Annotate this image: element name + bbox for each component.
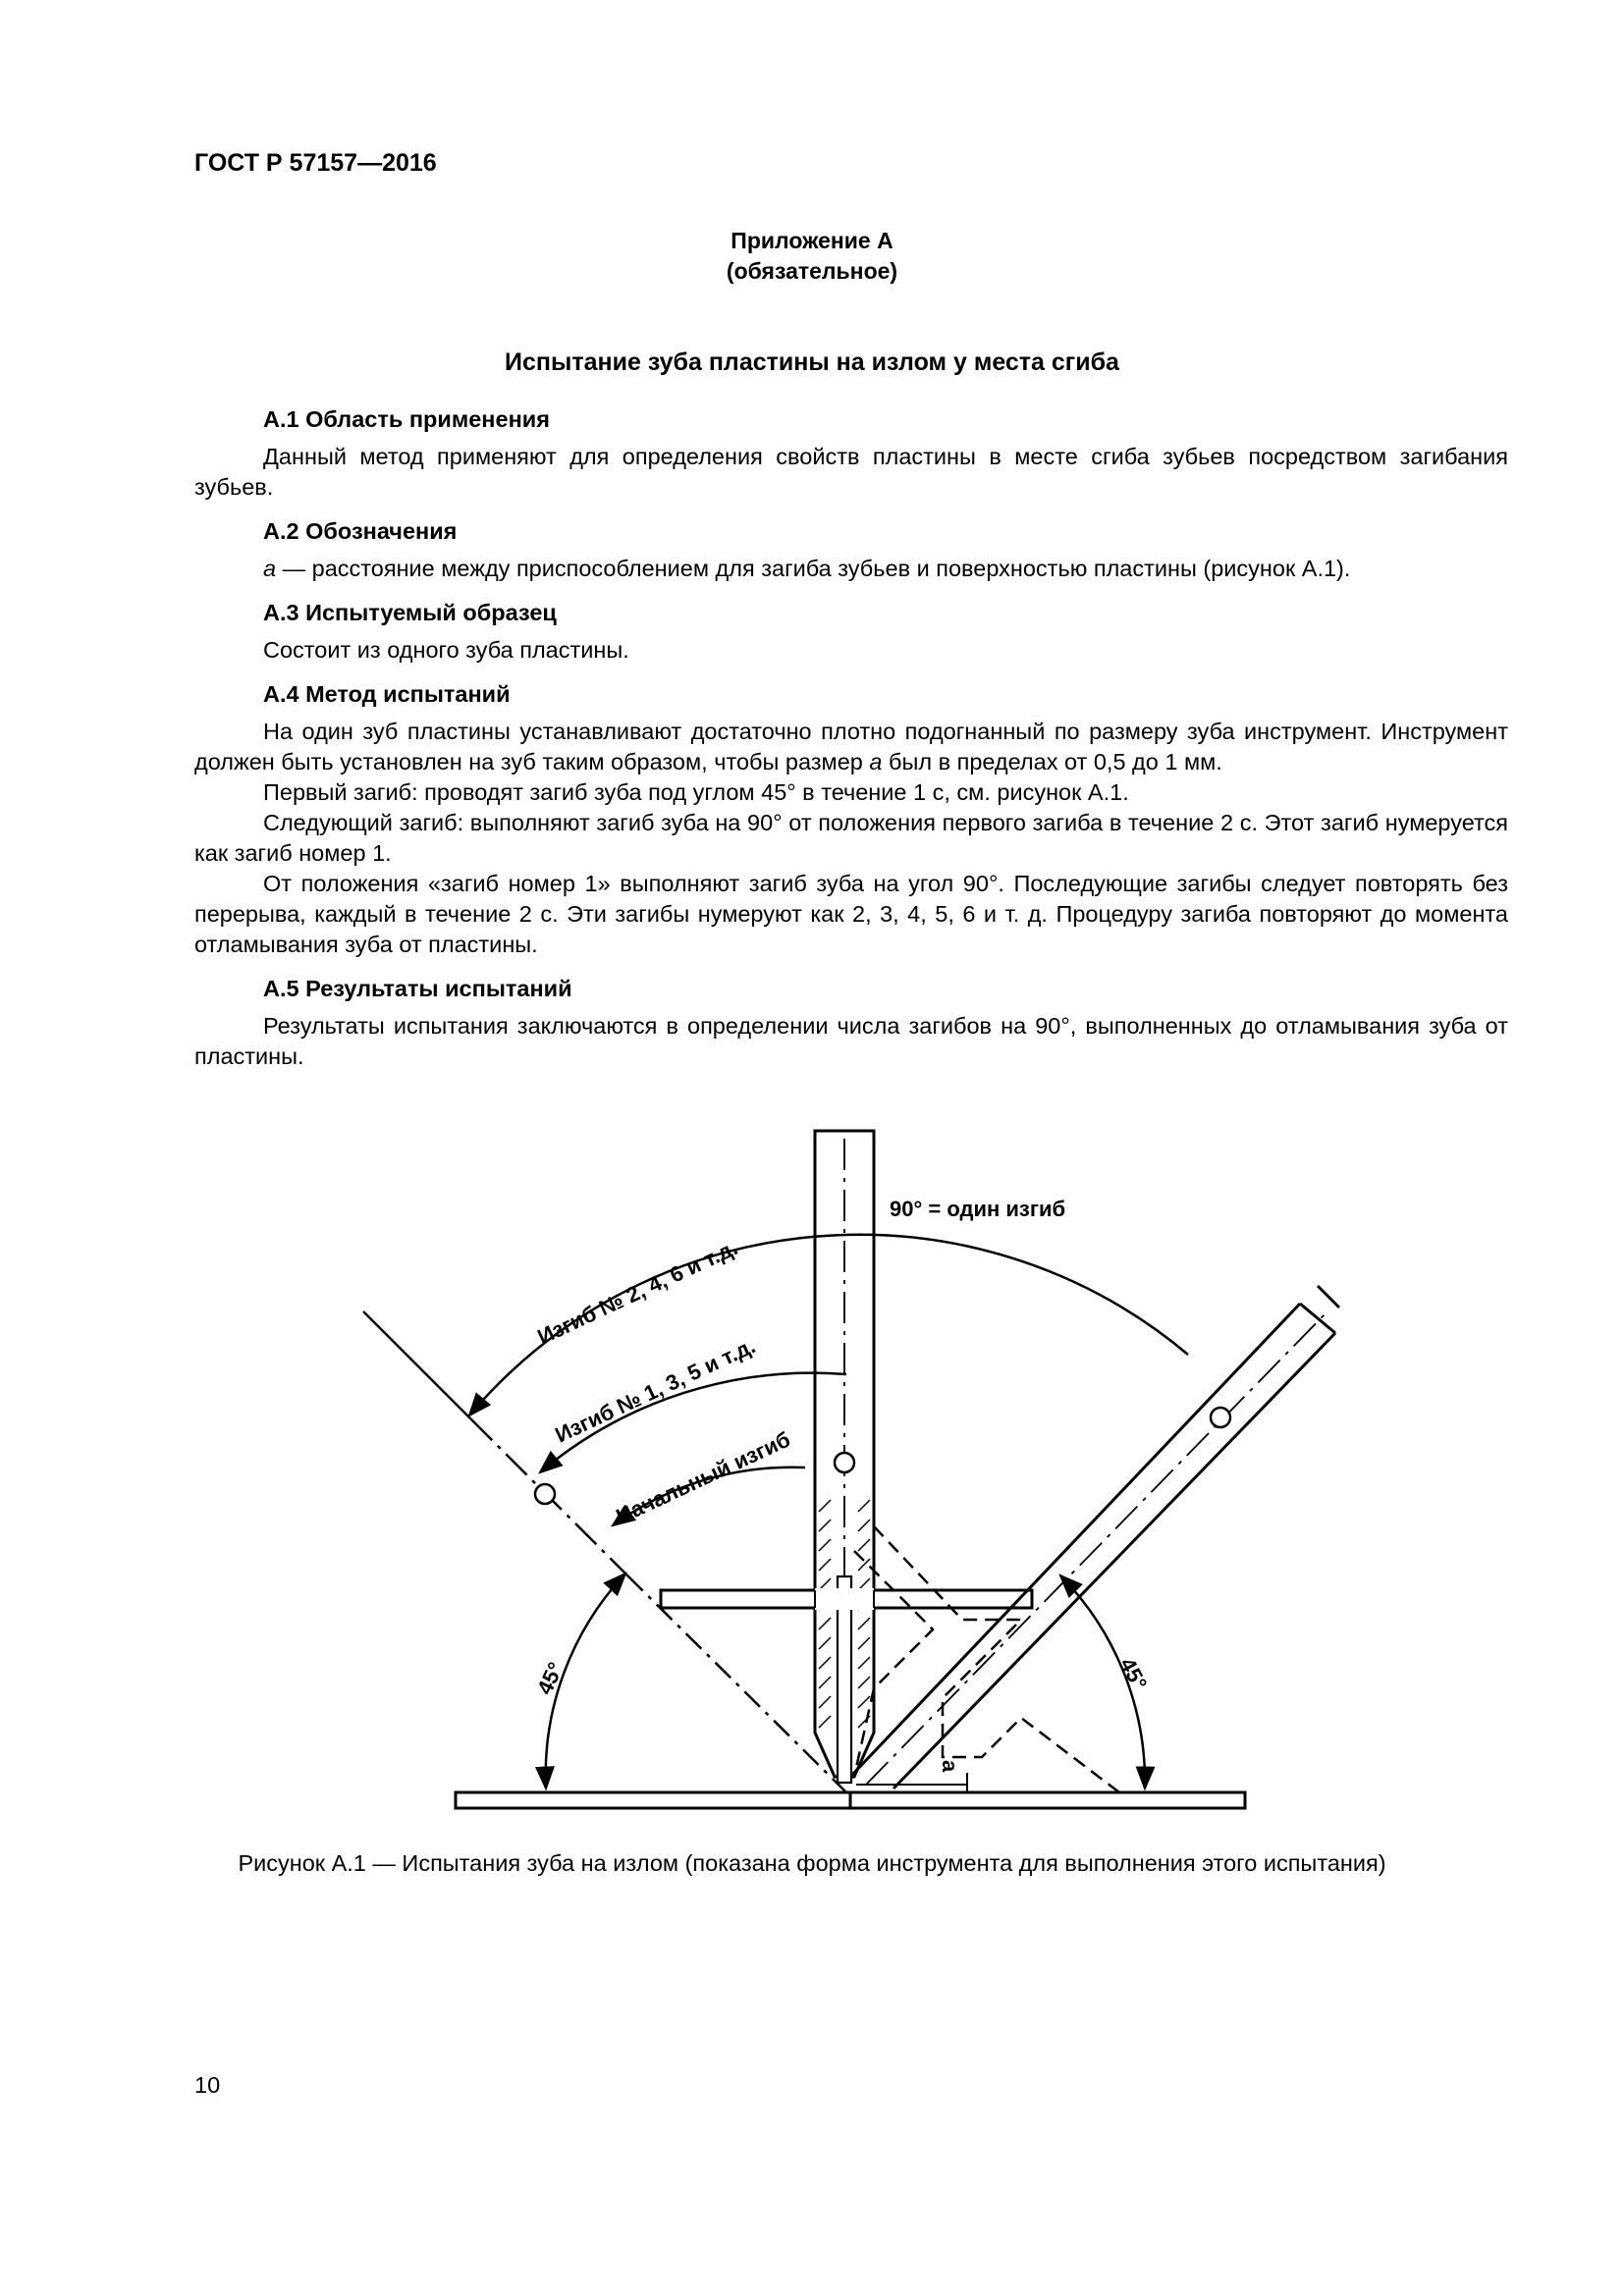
section-a2-definition: — расстояние между приспособлением для загиба зубьев и поверхностью пластины (рисунок А.1). — [276, 556, 1351, 581]
crossbar-center — [815, 1588, 874, 1610]
tool-rotated-90 — [852, 1304, 1335, 1789]
section-a5-heading: А.5 Результаты испытаний — [263, 976, 572, 1001]
section-a1-heading: А.1 Область применения — [263, 406, 550, 432]
tool-rotated-90-axis — [866, 1311, 1327, 1785]
tool-rotated-45-dashed — [874, 1526, 1119, 1792]
figure-caption: Рисунок А.1 — Испытания зуба на излом (показана форма инструмента для выполнения этого испытания) — [238, 1850, 1386, 1876]
section-a4-paragraph-3: Следующий загиб: выполняют загиб зуба на 90° от положения первого загиба в течение 2 с. Этот загиб нумеруется как загиб номер 1. — [194, 810, 1508, 866]
document-code: ГОСТ Р 57157—2016 — [194, 149, 437, 177]
page-number: 10 — [194, 2072, 221, 2098]
annex-title: Испытание зуба пластины на излом у места сгиба — [505, 348, 1119, 376]
section-a2-paragraph — [194, 554, 1508, 584]
pivot-circle-left — [535, 1484, 555, 1504]
section-a4-p1-text-end: был в пределах от 0,5 до 1 мм. — [882, 749, 1222, 774]
section-a3-paragraph: Состоит из одного зуба пластины. — [263, 637, 629, 663]
label-angle-right: 45° — [1114, 1653, 1153, 1694]
tool-rotated-90-end — [1318, 1286, 1339, 1308]
label-90-one-bend: 90° = один изгиб — [890, 1197, 1066, 1221]
section-a4-paragraph-2: Первый загиб: проводят загиб зуба под углом 45° в течение 1 с, см. рисунок А.1. — [263, 779, 1129, 805]
left-45-line-solid — [363, 1311, 471, 1419]
label-initial-bend: Начальный изгиб — [612, 1426, 794, 1529]
annex-status: (обязательное) — [726, 258, 898, 284]
annex-label: Приложение А — [731, 228, 893, 253]
label-bend-2-4-6: Изгиб № 2, 4, 6 и т.д. — [533, 1235, 742, 1350]
label-angle-left: 45° — [531, 1658, 568, 1699]
section-a4-p1-text: На один зуб пластины устанавливают достаточно плотно подогнанный по размеру зуба инструмент. Инструмент должен быть установлен на зуб таким образом, чтобы размер — [194, 719, 1508, 774]
term-a: а — [263, 556, 277, 581]
section-a4-paragraph-1 — [194, 717, 1508, 777]
label-bend-1-3-5: Изгиб № 1, 3, 5 и т.д. — [551, 1333, 760, 1448]
figure-a1-diagram — [0, 1109, 1624, 1836]
section-a3-heading: А.3 Испытуемый образец — [263, 600, 557, 625]
annex-body — [194, 404, 1508, 1072]
pivot-circle-right — [1211, 1408, 1230, 1427]
term-a: а — [869, 749, 883, 774]
section-a5-paragraph: Результаты испытания заключаются в определении числа загибов на 90°, выполненных до отламывания зуба от пластины. — [194, 1013, 1508, 1069]
section-a2-heading: А.2 Обозначения — [263, 518, 458, 544]
section-a1-paragraph: Данный метод применяют для определения свойств пластины в месте сгиба зубьев посредством загибания зубьев. — [194, 444, 1508, 500]
pivot-circle-center — [835, 1453, 854, 1472]
section-a4-heading: А.4 Метод испытаний — [263, 681, 511, 707]
label-gap-a: а — [938, 1760, 962, 1773]
annex-heading — [0, 226, 1624, 287]
section-a4-paragraph-4: От положения «загиб номер 1» выполняют загиб зуба на угол 90°. Последующие загибы следует повторять без перерыва, каждый в течение 2 с. Эти загибы нумеруют как 2, 3, 4, 5, 6 и т. д. Процедуру загиба повторяют до момента отламывания зуба от пластины. — [194, 871, 1508, 957]
